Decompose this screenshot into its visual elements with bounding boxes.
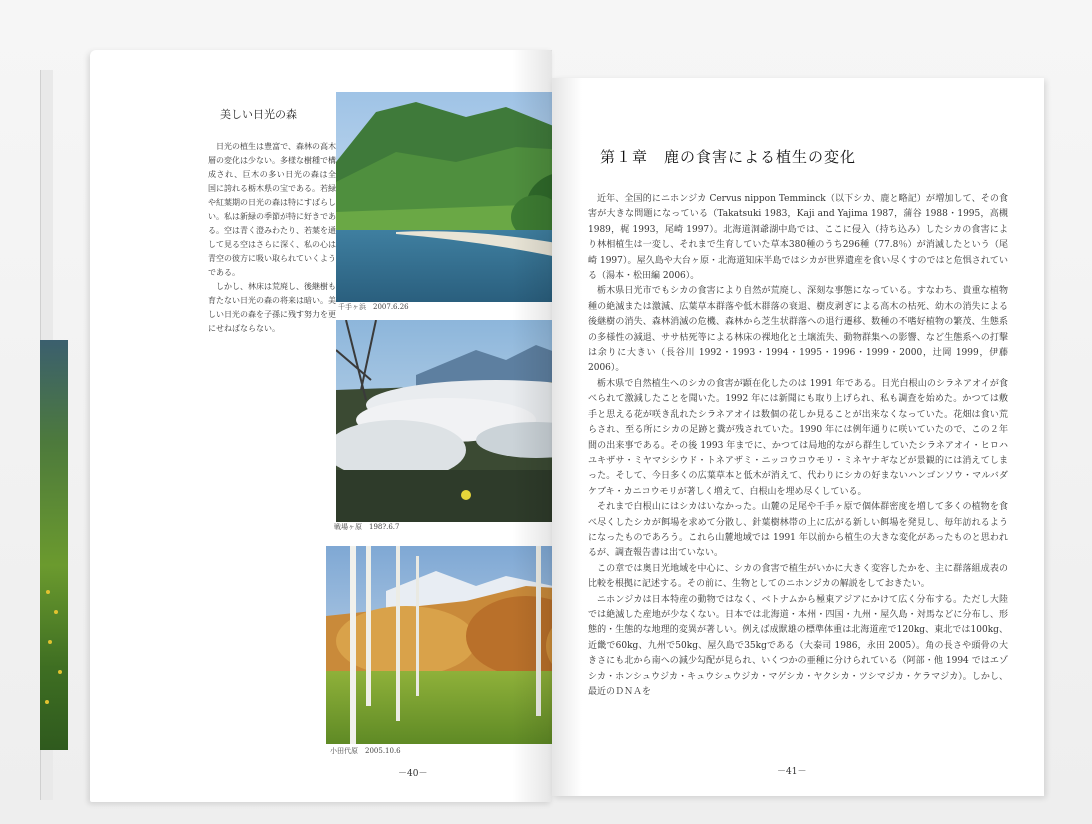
page-number-right: －41－ [777,767,807,777]
page-number-left: －40－ [398,769,428,779]
chapter-title: 第１章 鹿の食害による植生の変化 [600,148,857,166]
open-book [40,50,1050,810]
photo-caption: 千手ヶ浜 2007.6.26 [338,303,409,311]
right-page-body [588,192,1008,700]
photo-caption: 小田代原 2005.10.6 [330,747,401,755]
right-paragraph: この章では奥日光地域を中心に、シカの食害で植生がいかに大きく変容したかを、主に群落組成表の比較を根拠に記述する。その前に、生物としてのニホンジカの解説をしておきたい。 [588,563,1008,590]
left-page-body [208,140,336,336]
left-paragraph: しかし、林床は荒廃し、後継樹も育たない日光の森の将来は暗い。美しい日光の森を子孫に残す努力を更にせねばならない。 [208,282,336,333]
right-page [552,78,1044,796]
right-paragraph: 栃木県日光市でもシカの食害により自然が荒廃し、深刻な事態になっている。すなわち、貴重な植物種の絶滅または激減、広葉草本群落や低木群落の衰退、樹皮剥ぎによる高木の枯死、幼木の消失による後継樹の消失、森林消滅の危機、森林から芝生状群落への退行遷移、数種の不嗜好植物の繁茂、生態系の多様性の減退、ササ枯死等による林床の裸地化と土壌流失、動物群集への影響、など生態系への打撃は余りに大きい（長谷川 1992・1993・1994・1995・1996・1999・2000，辻岡 1999，伊藤 2006）。 [588,286,1008,374]
right-paragraph: ニホンジカは日本特産の動物ではなく、ベトナムから極東アジアにかけて広く分布する。ただし大陸では絶滅した産地が少なくない。日本では北海道・本州・四国・九州・屋久島・対馬などに分布し、形態的・生態的な地理的変異が著しい。例えば成獣雄の標準体重は北海道産で120kg、東北では100kg、近畿で60kg、九州で50kg、屋久島で35kgである（大泰司 1986，永田 2005）。角の長さや頭骨の大きさにも北から南への減少勾配が見られ、いくつかの亜種に分けられている（阿部・他 1994 ではエゾシカ・ホンシュウジカ・キュウシュウジカ・マゲシカ・ヤクシカ・ツシマジカ・ケラマジカ）。しかし、最近のＤＮＡを [588,594,1008,697]
right-paragraph: 栃木県で自然植生へのシカの食害が顕在化したのは 1991 年である。日光白根山のシラネアオイが食べられて激減したことを聞いた。1992 年には新聞にも取り上げられ、私も調査を始めた。かつては敷手と思える花が咲き乱れたシラネアオイは数個の花しか見ることが出来なくなっていた。花畑は食い荒らされ、至る所にシカの足跡と糞が残されていた。1990 年には例年通りに咲いていたので、この２年間の出来事である。その後 1993 年までに、かつては局地的ながら群生していたシラネアオイ・ヒロハユキザサ・ミヤマシシウド・トネアザミ・ニッコウコウモリ・ミネヤナギなどが景観的には消えてしまった。そして、今日多くの広葉草本と低木が消えて、代わりにシカの好まないハンゴンソウ・マルバダケブキ・カニコウモリが著しく増えて、白根山を埋め尽くしている。 [588,378,1008,497]
photo-caption: 戦場ヶ原 198?.6.7 [334,523,400,531]
right-paragraph: それまで白根山にはシカはいなかった。山麓の足尾や千手ヶ原で個体群密度を増して多くの植物を食べ尽くしたシカが餌場を求めて分散し、針葉樹林帯の上に広がる新しい餌場を発見し、毎年訪れるようになったものであろう。これら山麓地域では 1991 年以前から植生の大きな変化があったものと思われるが、調査報告書は出ていない。 [588,502,1008,559]
left-page [90,50,552,802]
previous-page-photo-strip [40,340,68,750]
left-page-heading: 美しい日光の森 [220,108,297,121]
left-paragraph: 日光の植生は豊富で、森林の高木層の変化は少ない。多様な樹種で構成され、巨木の多い日光の森は全国に誇れる栃木県の宝である。若緑や紅葉期の日光の森は特にすばらしい。私は新緑の季節が特に好きである。空は青く澄みわたり、若葉を通して見る空はさらに深く、私の心は青空の彼方に吸い取られていくようである。 [208,142,336,277]
right-paragraph: 近年、全国的にニホンジカ Cervus nippon Temminck（以下シカ、鹿と略記）が増加して、その食害が大きな問題になっている（Takatsuki 1983，Kaji and Yajima 1987，蒲谷 1988・1995，高槻 1989，梶 1993，尾崎 1997）。北海道洞爺湖中島では、ここに侵入（持ち込み）したシカの食害により林相植生は一変し、それまで生育していた草本380種のうち296種（77.8％）が消滅したという（尾崎 1997）。屋久島や大台ヶ原・北海道知床半島ではシカが世界遺産を食い尽くすのではと危惧されている（湯本・松田編 2006）。 [588,194,1008,282]
